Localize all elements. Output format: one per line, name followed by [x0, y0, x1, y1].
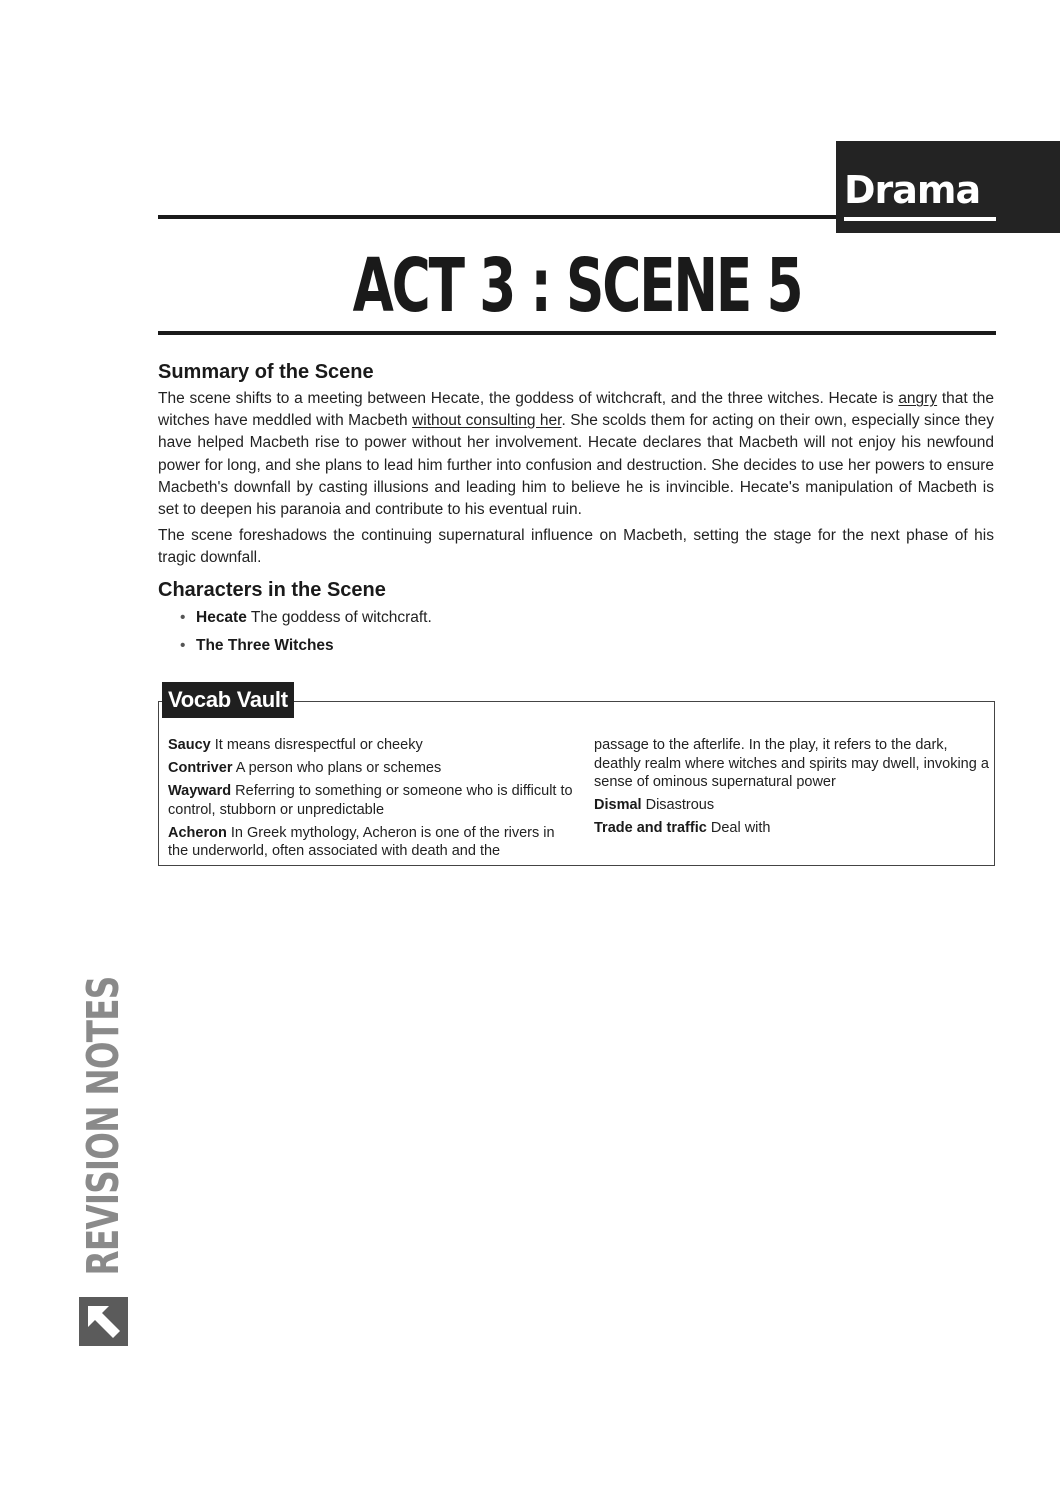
title-rule — [158, 331, 996, 335]
vocab-definition: Disastrous — [641, 797, 715, 813]
main-content — [158, 358, 994, 663]
list-item — [180, 607, 994, 629]
top-rule — [158, 215, 836, 219]
vocab-term: Contriver — [168, 760, 233, 776]
vocab-term: Trade and traffic — [594, 820, 707, 836]
page-title: ACT 3 : SCENE 5 — [352, 243, 802, 329]
characters-heading: Characters in the Scene — [158, 578, 386, 601]
summary-underlined-angry: angry — [898, 390, 938, 407]
vocab-vault-label: Vocab Vault — [162, 682, 294, 718]
vocab-entry — [594, 819, 989, 838]
vocab-entry — [168, 736, 573, 755]
vocab-definition: In Greek mythology, Acheron is one of the rivers in the underworld, often associated with death and the — [168, 824, 555, 859]
vocab-term: Dismal — [594, 797, 642, 813]
vocab-continuation: passage to the afterlife. In the play, it refers to the dark, deathly realm where witches and spirits may dwell, invoking a sense of ominous supernatural power — [594, 737, 989, 790]
vocab-definition: Deal with — [706, 820, 771, 836]
vocab-definition: Referring to something or someone who is difficult to control, stubborn or unpredictable — [168, 783, 573, 818]
vocab-definition: It means disrespectful or cheeky — [210, 737, 423, 753]
summary-text-a: The scene shifts to a meeting between Hecate, the goddess of witchcraft, and the three witches. Hecate is — [158, 390, 899, 407]
character-name: The Three Witches — [196, 636, 334, 654]
vocab-column-left — [168, 736, 573, 865]
summary-text-b: that the witches have meddled with Macbeth — [158, 390, 994, 430]
summary-paragraph-2: The scene foreshadows the continuing supernatural influence on Macbeth, setting the stage for the next phase of his tragic downfall. — [158, 527, 994, 567]
vocab-column-right — [594, 736, 989, 842]
summary-underlined-consulting: without consulting her — [412, 412, 562, 430]
vocab-entry — [168, 824, 573, 861]
side-label: REVISION NOTES — [78, 976, 129, 1276]
arrow-up-left-icon — [79, 1297, 128, 1346]
bullet-icon: • — [180, 608, 186, 626]
section-tab-label: Drama — [844, 168, 981, 212]
summary-text-c: . She scolds them for acting on their own, especially since they have helped Macbeth rise to power without her involvement. Hecate declares that Macbeth will not enjoy his newfound power for long, and she plans to lead him further into confusion and destruction. She decides to use her powers to ensure Macbeth's downfall by casting illusions and leading him to believe he is invincible. Hecate's manipulation of Macbeth is set to deepen his paranoia and contribute to his eventual ruin. — [158, 412, 994, 519]
characters-list — [158, 607, 994, 657]
character-desc: The goddess of witchcraft. — [246, 608, 432, 626]
vocab-entry — [594, 796, 989, 815]
summary-paragraph-1 — [158, 388, 994, 521]
vocab-term: Wayward — [168, 783, 232, 799]
section-tab — [836, 141, 1060, 233]
list-item — [180, 635, 994, 657]
bullet-icon: • — [180, 636, 186, 654]
section-tab-underline — [844, 217, 996, 221]
summary-heading: Summary of the Scene — [158, 361, 374, 383]
vocab-term: Acheron — [168, 824, 227, 841]
vocab-entry — [168, 759, 573, 778]
vocab-term: Saucy — [168, 737, 211, 753]
vocab-definition: A person who plans or schemes — [232, 760, 442, 776]
character-name: Hecate — [196, 608, 247, 626]
vocab-entry — [168, 782, 573, 819]
